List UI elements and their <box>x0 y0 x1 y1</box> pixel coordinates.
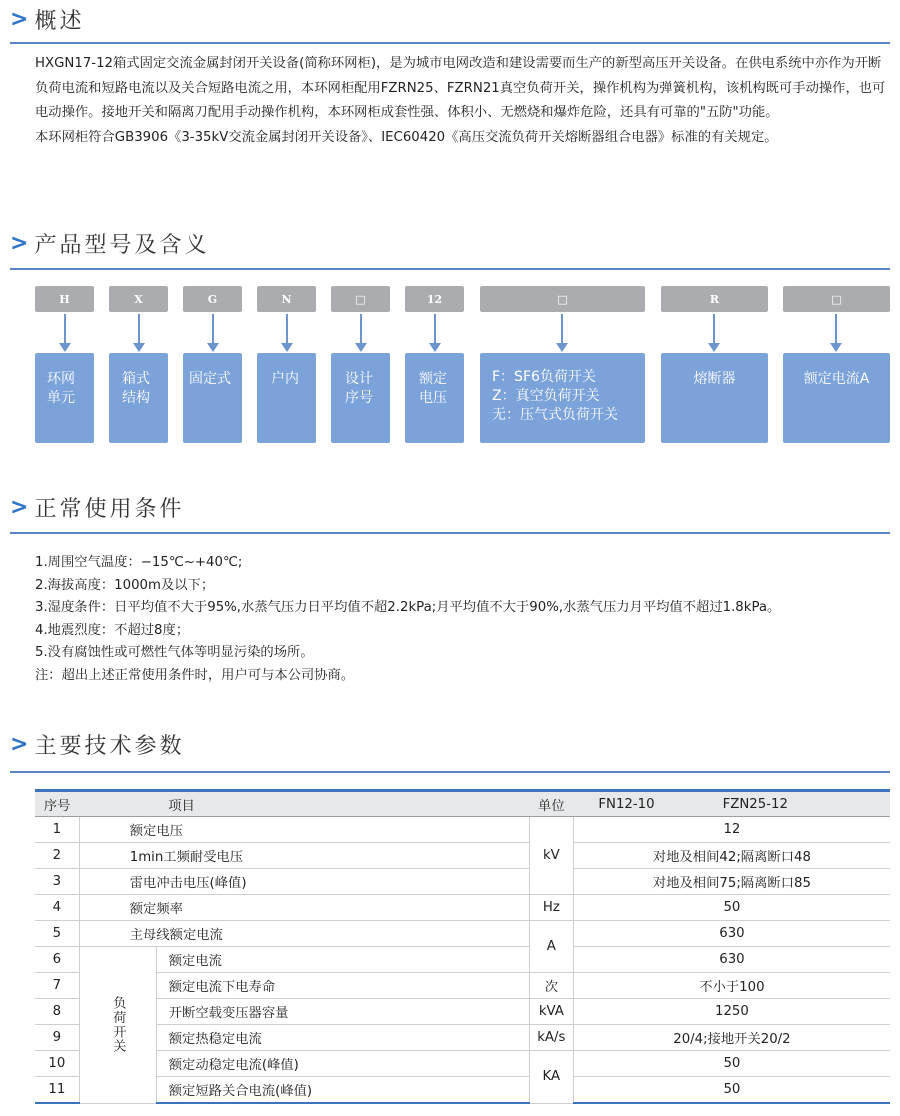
model-code-box: G <box>183 286 242 312</box>
row-unit: KA <box>529 1051 573 1104</box>
row-item: 额定热稳定电流 <box>156 1025 529 1051</box>
arrow-down-icon <box>133 314 145 352</box>
row-no: 4 <box>35 895 79 921</box>
row-item: 雷电冲击电压(峰值) <box>79 869 529 895</box>
meaning-line: 电压 <box>419 390 447 406</box>
model-meaning-box <box>183 353 242 443</box>
row-item: 额定电流下电寿命 <box>156 973 529 999</box>
chevron-right-icon: > <box>10 495 29 520</box>
model-code-box: H <box>35 286 94 312</box>
model-meaning-box <box>405 353 464 443</box>
meaning-line: F：SF6负荷开关 <box>492 369 596 385</box>
row-value: 50 <box>573 1077 890 1104</box>
specs-heading <box>10 729 890 773</box>
row-item: 额定频率 <box>79 895 529 921</box>
arrow-down-icon <box>830 314 842 352</box>
overview-heading <box>10 4 890 44</box>
meaning-line: 箱式 <box>122 371 150 387</box>
row-unit: A <box>529 921 573 973</box>
condition-note: 注：超出上述正常使用条件时，用户可与本公司协商。 <box>35 667 355 683</box>
row-unit: Hz <box>529 895 573 921</box>
table-header-row <box>35 791 890 817</box>
header-model-2: FZN25-12 <box>722 796 788 812</box>
row-no: 9 <box>35 1025 79 1051</box>
row-no: 1 <box>35 817 79 843</box>
chevron-right-icon: > <box>10 231 29 256</box>
meaning-line: 额定 <box>419 371 447 387</box>
row-unit: 次 <box>529 973 573 999</box>
table-row <box>35 947 890 973</box>
table-row <box>35 921 890 947</box>
table-row <box>35 1025 890 1051</box>
row-no: 11 <box>35 1077 79 1104</box>
table-row <box>35 1051 890 1077</box>
overview-paragraph-2: 本环网柜符合GB3906《3-35kV交流金属封闭开关设备》、IEC60420《高压交流负荷开关熔断器组合电器》标准的有关规定。 <box>35 129 778 145</box>
overview-paragraph-1: HXGN17-12箱式固定交流金属封闭开关设备(简称环网柜)，是为城市电网改造和建设需要而生产的新型高压开关设备。在供电系统中亦作为开断负荷电流和短路电流以及关合短路电流之用，本环网柜配用FZRN25、FZRN21真空负荷开关，操作机构为弹簧机构，该机构既可手动操作，也可电动操作。接地开关和隔离刀配用手动操作机构，本环网柜成套性强、体积小、无燃烧和爆炸危险，还具有可靠的"五防"功能。 <box>35 56 886 120</box>
model-code-box: □ <box>331 286 390 312</box>
row-unit: kVA <box>529 999 573 1025</box>
model-meaning-box <box>480 353 645 443</box>
meaning-line: 序号 <box>345 390 373 406</box>
row-unit: kA/s <box>529 1025 573 1051</box>
model-code-box: X <box>109 286 168 312</box>
meaning-line: 额定电流A <box>803 371 870 387</box>
conditions-list <box>35 552 780 688</box>
row-no: 10 <box>35 1051 79 1077</box>
model-meaning-box <box>661 353 768 443</box>
row-value: 12 <box>573 817 890 843</box>
arrow-down-icon <box>556 314 568 352</box>
model-meaning-box <box>109 353 168 443</box>
meaning-line: Z：真空负荷开关 <box>492 388 600 404</box>
table-row <box>35 1077 890 1104</box>
model-code-box: 12 <box>405 286 464 312</box>
row-no: 7 <box>35 973 79 999</box>
condition-item: 1.周围空气温度：−15℃~+40℃; <box>35 555 243 570</box>
row-value: 20/4;接地开关20/2 <box>573 1025 890 1051</box>
model-code-box: R <box>661 286 768 312</box>
row-item: 额定电压 <box>79 817 529 843</box>
model-title: 产品型号及含义 <box>34 233 210 258</box>
table-row <box>35 973 890 999</box>
model-meaning-box <box>331 353 390 443</box>
specs-title: 主要技术参数 <box>34 734 185 759</box>
conditions-heading <box>10 492 890 534</box>
condition-item: 5.没有腐蚀性或可燃性气体等明显污染的场所。 <box>35 645 314 661</box>
header-no: 序号 <box>35 791 79 817</box>
overview-title: 概述 <box>34 9 85 34</box>
meaning-line: 无：压气式负荷开关 <box>492 407 618 423</box>
arrow-down-icon <box>207 314 219 352</box>
table-row <box>35 999 890 1025</box>
header-item: 项目 <box>156 791 529 817</box>
meaning-line: 户内 <box>271 371 299 387</box>
row-item: 主母线额定电流 <box>79 921 529 947</box>
arrow-down-icon <box>429 314 441 352</box>
row-no: 5 <box>35 921 79 947</box>
row-item: 开断空载变压器容量 <box>156 999 529 1025</box>
row-item: 额定动稳定电流(峰值) <box>156 1051 529 1077</box>
arrow-down-icon <box>59 314 71 352</box>
meaning-line: 结构 <box>122 390 150 406</box>
model-meaning-box <box>35 353 94 443</box>
row-item: 1min工频耐受电压 <box>79 843 529 869</box>
arrow-down-icon <box>281 314 293 352</box>
table-row <box>35 843 890 869</box>
header-models <box>573 791 890 817</box>
model-code-box: □ <box>783 286 890 312</box>
condition-item: 3.湿度条件：日平均值不大于95%,水蒸气压力日平均值不超2.2kPa;月平均值不大于90%,水蒸气压力月平均值不超过1.8kPa。 <box>35 600 781 616</box>
model-meaning-box <box>783 353 890 443</box>
overview-body <box>35 52 890 150</box>
row-unit: kV <box>529 817 573 895</box>
row-no: 8 <box>35 999 79 1025</box>
meaning-line: 设计 <box>345 371 373 387</box>
chevron-right-icon: > <box>10 732 29 757</box>
row-item: 额定电流 <box>156 947 529 973</box>
row-value: 50 <box>573 895 890 921</box>
chevron-right-icon: > <box>10 7 29 32</box>
row-value: 对地及相间75;隔离断口85 <box>573 869 890 895</box>
table-row <box>35 895 890 921</box>
row-no: 2 <box>35 843 79 869</box>
row-value: 50 <box>573 1051 890 1077</box>
row-value: 1250 <box>573 999 890 1025</box>
group-label: 负荷开关 <box>79 947 156 1104</box>
row-value: 对地及相间42;隔离断口48 <box>573 843 890 869</box>
meaning-line: 熔断器 <box>693 371 736 387</box>
meaning-line: 环网 <box>47 371 75 387</box>
table-row <box>35 817 890 843</box>
condition-item: 4.地震烈度：不超过8度； <box>35 622 190 638</box>
condition-item: 2.海拔高度：1000m及以下； <box>35 577 215 593</box>
row-no: 3 <box>35 869 79 895</box>
specs-table <box>35 789 890 1104</box>
model-code-box: □ <box>480 286 645 312</box>
meaning-line: 固定式 <box>189 371 231 387</box>
table-row <box>35 869 890 895</box>
model-meaning-box <box>257 353 316 443</box>
arrow-down-icon <box>708 314 720 352</box>
row-value: 不小于100 <box>573 973 890 999</box>
row-value: 630 <box>573 921 890 947</box>
row-item: 额定短路关合电流(峰值) <box>156 1077 529 1104</box>
conditions-title: 正常使用条件 <box>34 497 185 522</box>
model-code-box: N <box>257 286 316 312</box>
row-no: 6 <box>35 947 79 973</box>
arrow-down-icon <box>355 314 367 352</box>
header-model-1: FN12-10 <box>598 796 655 812</box>
meaning-line: 单元 <box>47 390 75 406</box>
row-value: 630 <box>573 947 890 973</box>
header-unit: 单位 <box>529 791 573 817</box>
model-heading <box>10 228 890 270</box>
